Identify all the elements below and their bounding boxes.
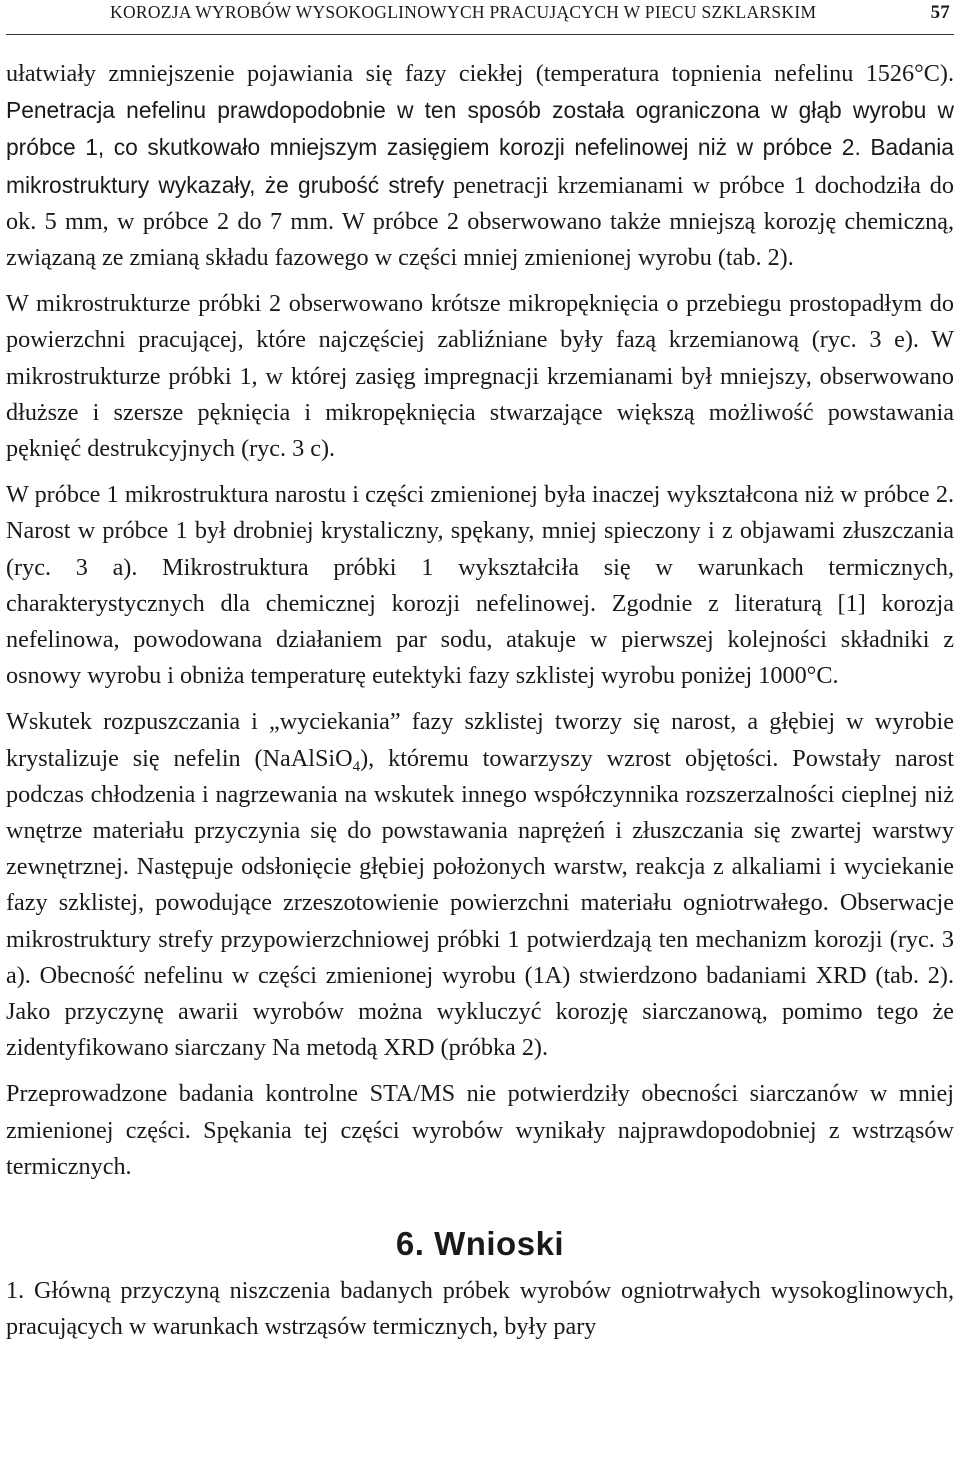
paragraph-4 bbox=[6, 704, 954, 1066]
page-number: 57 bbox=[930, 2, 950, 23]
paragraph-1-part-a: ułatwiały zmniejszenie pojawiania się fazy ciekłej (temperatura topnienia nefelinu 1526°C). bbox=[6, 60, 954, 87]
section-heading: 6. Wnioski bbox=[395, 1225, 565, 1263]
paragraph-5: Przeprowadzone badania kontrolne STA/MS nie potwierdziły obecności siarczanów w mniej zmienionej części. Spękania tej części wyrobów wynikały najprawdopodobniej z wstrząsów termicznych. bbox=[6, 1080, 954, 1180]
paragraph-3: W próbce 1 mikrostruktura narostu i części zmienionej była inaczej wykształcona niż w próbce 2. Narost w próbce 1 był drobniej krystaliczny, spękany, mniej spieczony i z objawami złuszczania (ryc. 3 a). Mikrostruktura próbki 1 wykształciła się w warunkach termicznych, charakterystycznych dla chemicznej korozji nefelinowej. Zgodnie z literaturą [1] korozja nefelinowa, powodowana działaniem par sodu, atakuje w pierwszej kolejności składniki z osnowy wyrobu i obniża temperaturę eutektyki fazy szklistej wyrobu poniżej 1000°C. bbox=[6, 481, 954, 690]
page bbox=[6, 0, 954, 1356]
conclusion-item-1: 1. Główną przyczyną niszczenia badanych próbek wyrobów ogniotrwałych wysokoglinowych, pracujących w warunkach wstrząsów termicznych, były pary bbox=[6, 1277, 954, 1341]
body-text bbox=[6, 55, 954, 1346]
paragraph-4-before-formula: Wskutek rozpuszczania i „wyciekania” fazy szklistej tworzy się narost, a głębiej w wyrobie krystalizuje się nefelin (NaAlSiO bbox=[6, 708, 954, 772]
paragraph-1 bbox=[6, 55, 954, 276]
running-header-title: KOROZJA WYROBÓW WYSOKOGLINOWYCH PRACUJĄCYCH W PIECU SZKLARSKIM bbox=[110, 2, 817, 22]
paragraph-1-part-c: penetracji krzemianami w próbce 1 dochodziła do ok. 5 mm, w próbce 2 do 7 mm. W próbce 2 obserwowano także mniejszą korozję chemiczną, związaną ze zmianą składu fazowego w części mniej zmienionej wyrobu (tab. 2). bbox=[6, 171, 954, 272]
paragraph-2: W mikrostrukturze próbki 2 obserwowano krótsze mikropęknięcia o przebiegu prostopadłym do powierzchni pracującej, które najczęściej zabliźniane były fazą krzemianową (ryc. 3 e). W mikrostrukturze próbki 1, w której zasięg impregnacji krzemianami był mniejszy, obserwowano dłuższe i szersze pęknięcia i mikropęknięcia stwarzające większą możliwość powstawania pęknięć destrukcyjnych (ryc. 3 c). bbox=[6, 290, 954, 463]
running-header bbox=[6, 0, 954, 35]
paragraph-4-after-formula: ), któremu towarzyszy wzrost objętości. Powstały narost podczas chłodzenia i nagrzewania na wskutek innego współczynnika rozszerzalności cieplnej niż wnętrze materiału przyczynia się do powstawania naprężeń i złuszczania się zwartej warstwy zewnętrznej. Następuje odsłonięcie głębiej położonych warstw, reakcja z alkaliami i wyciekanie fazy szklistej, powodujące zrzeszotowienie powierzchni materiału ogniotrwałego. Obserwacje mikrostruktury strefy przypowierzchniowej próbki 1 potwierdzają ten mechanizm korozji (ryc. 3 a). Obecność nefelinu w części zmienionej wyrobu (1A) stwierdzono badaniami XRD (tab. 2). Jako przyczynę awarii wyrobów można wykluczyć korozję siarczanową, pomimo tego że zidentyfikowano siarczany Na metodą XRD (próbka 2). bbox=[6, 744, 954, 1062]
paragraph-1-part-b: Penetracja nefelinu prawdopodobnie w ten sposób została ograniczona w głąb wyrobu w próbce 1, co skutkowało mniejszym zasięgiem korozji nefelinowej niż w próbce 2. Badania mikrostruktury wykazały, że grubość strefy bbox=[6, 97, 954, 198]
formula-subscript: 4 bbox=[352, 758, 361, 775]
